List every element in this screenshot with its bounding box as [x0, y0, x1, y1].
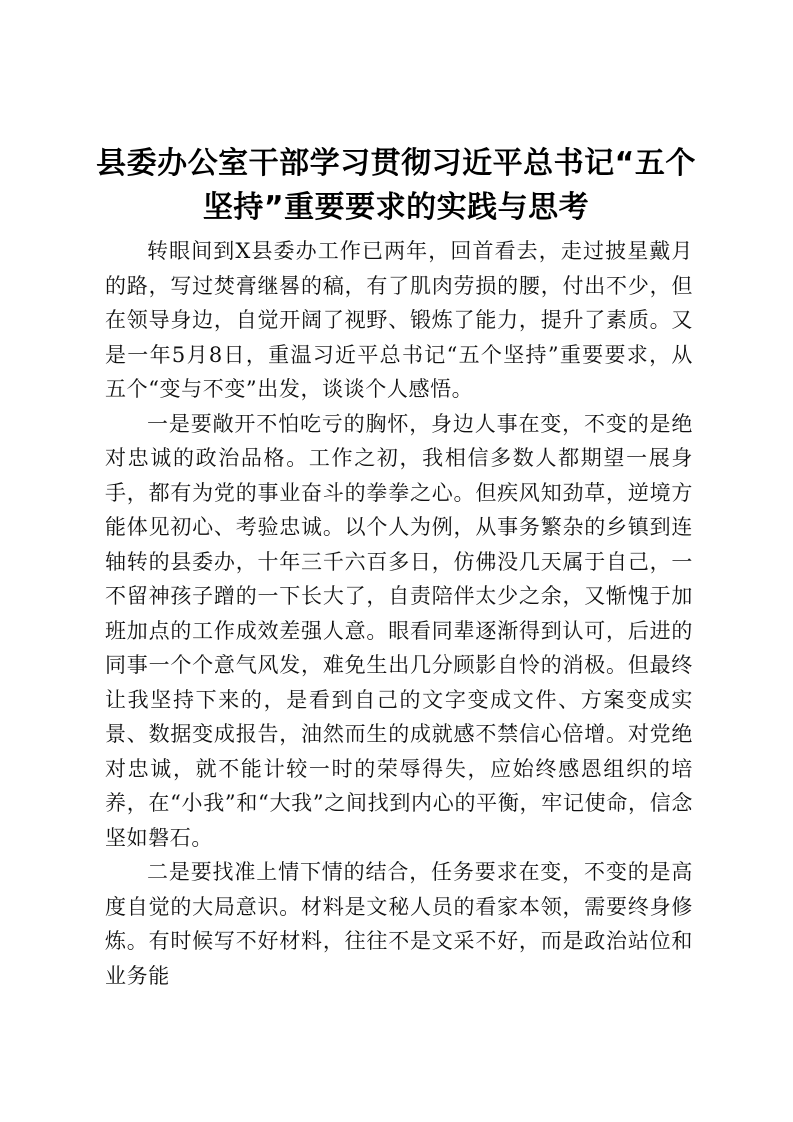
- paragraph-point-two: 二是要找准上情下情的结合，任务要求在变，不变的是高度自觉的大局意识。材料是文秘人员的看家本领，需要终身修炼。有时候写不好材料，往往不是文采不好，而是政治站位和业务能: [105, 860, 693, 988]
- paragraph-intro: 转眼间到X县委办工作已两年，回首看去，走过披星戴月的路，写过焚膏继晷的稿，有了肌肉劳损的腰，付出不少，但在领导身边，自觉开阔了视野、锻炼了能力，提升了素质。又是一年5月8日，重温习近平总书记“五个坚持”重要要求，从五个“变与不变”出发，谈谈个人感悟。: [105, 239, 693, 401]
- paragraph-point-one: 一是要敞开不怕吃亏的胸怀，身边人事在变，不变的是绝对忠诚的政治品格。工作之初，我相信多数人都期望一展身手，都有为党的事业奋斗的拳拳之心。但疾风知劲草，逆境方能体见初心、考验忠诚。以个人为例，从事务繁杂的乡镇到连轴转的县委办，十年三千六百多日，仿佛没几天属于自己，一不留神孩子蹭的一下长大了，自责陪伴太少之余，又惭愧于加班加点的工作成效差强人意。眼看同辈逐渐得到认可，后进的同事一个个意气风发，难免生出几分顾影自怜的消极。但最终让我坚持下来的，是看到自己的文字变成文件、方案变成实景、数据变成报告，油然而生的成就感不禁信心倍增。对党绝对忠诚，就不能计较一时的荣辱得失，应始终感恩组织的培养，在“小我”和“大我”之间找到内心的平衡，牢记使命，信念坚如磐石。: [105, 411, 693, 850]
- document-title: 县委办公室干部学习贯彻习近平总书记“五个坚持”重要要求的实践与思考: [96, 146, 696, 225]
- document-body: [105, 234, 693, 993]
